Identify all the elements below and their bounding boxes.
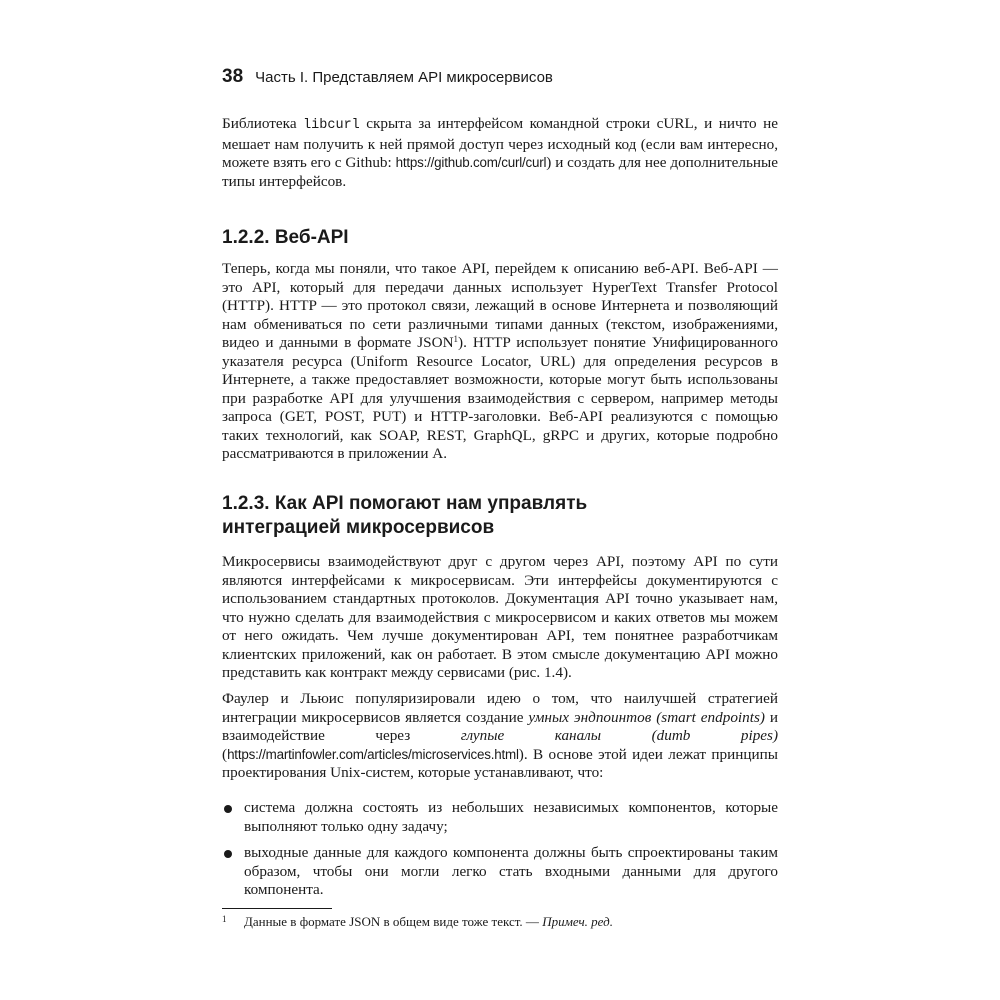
fowler-text-3: ( — [222, 745, 228, 763]
list-item — [222, 844, 778, 900]
unix-principles-list — [222, 799, 778, 908]
intro-text-1: Библиотека — [222, 115, 304, 132]
web-api-paragraph — [222, 260, 778, 464]
intro-text-2: скрыта за интерфейсом командной строки cURL, и ничто не мешает нам получить к ней прямой доступ через исходный код (если вам интересно, можете взять его с Github: — [222, 115, 778, 171]
list-item — [222, 799, 778, 836]
fowler-paragraph — [222, 690, 778, 783]
bullet-icon — [224, 850, 232, 858]
section-heading-line-2: интеграцией микросервисов — [222, 517, 495, 538]
footnote — [222, 914, 778, 930]
footnote-mark: 1 — [222, 914, 227, 924]
footnote-text — [222, 914, 778, 930]
editor-note: Примеч. ред. — [542, 914, 613, 929]
inline-code-libcurl: libcurl — [303, 118, 360, 133]
intro-paragraph — [222, 115, 778, 191]
martinfowler-link[interactable]: https://martinfowler.com/articles/microservices.html — [227, 746, 519, 762]
bullet-icon — [224, 805, 232, 813]
footnote-divider — [222, 908, 332, 909]
github-link[interactable]: https://github.com/curl/curl — [395, 155, 547, 170]
footnote-body: Данные в формате JSON в общем виде тоже текст. — — [244, 914, 543, 929]
running-header — [222, 66, 553, 88]
smart-endpoints-term: умных эндпоинтов (smart endpoints) — [528, 708, 765, 726]
microservices-paragraph: Микросервисы взаимодействуют друг с другом через API, поэтому API по сути являются интерфейсами к микросервисам. Эти интерфейсы документируются с использованием стандартных протоколов. Документация API точно указывает нам, что нужно сделать для взаимодействия с микросервисом и каких ответов мы можем от него ожидать. Чем лучше документирован API, тем понятнее разработчикам клиентских приложений, как он работает. В этом смысле документацию API можно представить как контракт между сервисами (рис. 1.4). — [222, 553, 778, 681]
intro-text-3: ) и создать для нее дополнительные типы интерфейсов. — [222, 154, 778, 190]
fowler-text-4: ). В основе этой идеи лежат принципы проектирования Unix-систем, которые устанавливают, что: — [222, 745, 778, 781]
page-number: 38 — [222, 66, 244, 87]
web-api-text-2: ). HTTP использует понятие Унифицированного указателя ресурса (Uniform Resource Locator, URL) для определения ресурсов в Интернете, а также предоставляет возможности, которые могут быть использованы при разработке API для улучшения взаимодействия с сервером, например методы запроса (GET, POST, PUT) и HTTP-заголовки. Веб-API реализуются с помощью таких технологий, как SOAP, REST, GraphQL, gRPC и других, которые подробно рассматриваются в приложении А. — [222, 334, 778, 462]
list-item-text: система должна состоять из небольших независимых компонентов, которые выполняют только одну задачу; — [244, 799, 778, 835]
web-api-text-1: Теперь, когда мы поняли, что такое API, перейдем к описанию веб-API. Веб-API — это API, который для передачи данных использует HyperText Transfer Protocol (HTTP). HTTP — это протокол связи, лежащий в основе Интернета и позволяющий нам обмениваться по сети различными типами данных (текстом, изображениями, видео и данными в формате JSON — [222, 260, 778, 351]
section-heading-line-1: 1.2.3. Как API помогают нам управлять — [222, 493, 588, 514]
dumb-pipes-term: глупые каналы (dumb pipes) — [460, 727, 778, 744]
list-item-text: выходные данные для каждого компонента должны быть спроектированы таким образом, чтобы они могли легко стать входными данными для другого компонента. — [244, 844, 778, 898]
section-heading-1-2-2: 1.2.2. Веб-API — [222, 227, 349, 248]
running-title: Часть I. Представляем API микросервисов — [255, 69, 553, 86]
footnote-reference[interactable]: 1 — [453, 334, 459, 344]
section-heading-1-2-3 — [222, 492, 778, 540]
fowler-text-2: и взаимодействие через — [222, 708, 778, 744]
fowler-text-1: Фаулер и Льюис популяризировали идею о том, что наилучшей стратегией интеграции микросервисов является создание — [222, 690, 778, 726]
